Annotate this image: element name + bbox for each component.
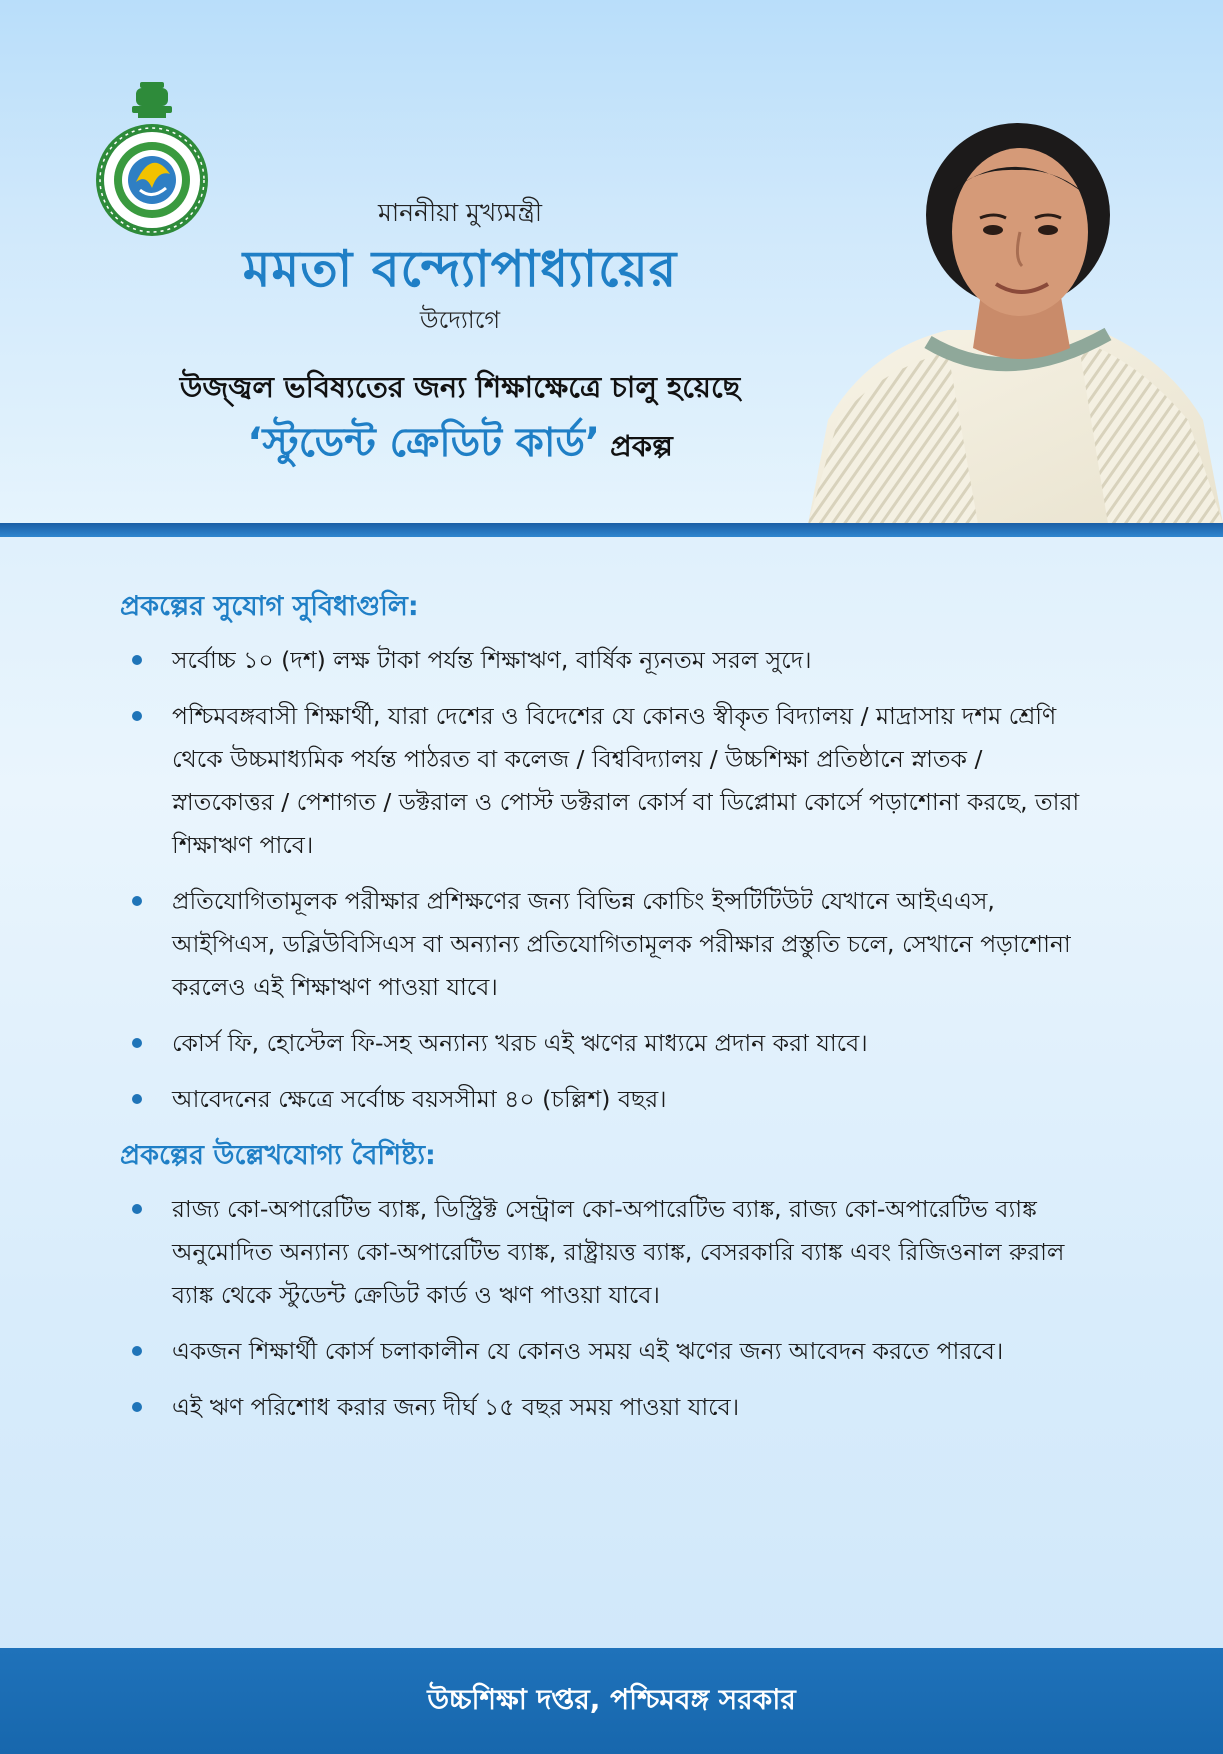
list-item: এই ঋণ পরিশোধ করার জন্য দীর্ঘ ১৫ বছর সময় পাওয়া যাবে।: [120, 1386, 1080, 1429]
content-area: [120, 585, 1080, 1442]
list-item: সর্বোচ্চ ১০ (দশ) লক্ষ টাকা পর্যন্ত শিক্ষাঋণ, বার্ষিক ন্যূনতম সরল সুদে।: [120, 639, 1080, 682]
scheme-suffix: প্রকল্প: [610, 429, 673, 463]
bullet-dot-icon: [132, 1094, 142, 1104]
bullet-dot-icon: [132, 1038, 142, 1048]
header-banner: [0, 0, 1223, 528]
list-item: রাজ্য কো-অপারেটিভ ব্যাঙ্ক, ডিস্ট্রিক্ট সেন্ট্রাল কো-অপারেটিভ ব্যাঙ্ক, রাজ্য কো-অপারেটিভ ব্যাঙ্ক অনুমোদিত অন্যান্য কো-অপারেটিভ ব্যাঙ্ক, রাষ্ট্রায়ত্ত ব্যাঙ্ক, বেসরকারি ব্যাঙ্ক এবং রিজিওনাল রুরাল ব্যাঙ্ক থেকে স্টুডেন্ট ক্রেডিট কার্ড ও ঋণ পাওয়া যাবে।: [120, 1188, 1080, 1317]
list-item: পশ্চিমবঙ্গবাসী শিক্ষার্থী, যারা দেশের ও বিদেশের যে কোনও স্বীকৃত বিদ্যালয় / মাদ্রাসায় দশম শ্রেণি থেকে উচ্চমাধ্যমিক পর্যন্ত পাঠরত বা কলেজ / বিশ্ববিদ্যালয় / উচ্চশিক্ষা প্রতিষ্ঠানে স্নাতক / স্নাতকোত্তর / পেশাগত / ডক্টরাল ও পোস্ট ডক্টরাল কোর্স বা ডিপ্লোমা কোর্সে পড়াশোনা করছে, তারা শিক্ষাঋণ পাবে।: [120, 695, 1080, 867]
features-title: প্রকল্পের উল্লেখযোগ্য বৈশিষ্ট্য:: [120, 1140, 436, 1171]
chief-minister-portrait-image: [808, 120, 1223, 524]
bullet-dot-icon: [132, 896, 142, 906]
headline-line1: উজ্জ্বল ভবিষ্যতের জন্য শিক্ষাক্ষেত্রে চালু হয়েছে: [179, 370, 741, 404]
bullet-dot-icon: [132, 1402, 142, 1412]
benefits-list: [120, 639, 1080, 1121]
bullet-dot-icon: [132, 1346, 142, 1356]
list-item: প্রতিযোগিতামূলক পরীক্ষার প্রশিক্ষণের জন্য বিভিন্ন কোচিং ইন্সটিটিউট যেখানে আইএএস, আইপিএস, ডব্লিউবিসিএস বা অন্যান্য প্রতিযোগিতামূলক পরীক্ষার প্রস্তুতি চলে, সেখানে পড়াশোনা করলেও এই শিক্ষাঋণ পাওয়া যাবে।: [120, 880, 1080, 1009]
header-divider: [0, 523, 1223, 537]
initiative-label: উদ্যোগে: [419, 306, 501, 334]
pre-title: মাননীয়া মুখ্যমন্ত্রী: [378, 198, 542, 227]
list-item: আবেদনের ক্ষেত্রে সর্বোচ্চ বয়সসীমা ৪০ (চল্লিশ) বছর।: [120, 1078, 1080, 1121]
cm-name-title: মমতা বন্দ্যোপাধ্যায়ের: [242, 240, 678, 298]
footer-department: উচ্চশিক্ষা দপ্তর, পশ্চিমবঙ্গ সরকার: [427, 1683, 796, 1716]
list-item: একজন শিক্ষার্থী কোর্স চলাকালীন যে কোনও সময় এই ঋণের জন্য আবেদন করতে পারবে।: [120, 1330, 1080, 1373]
footer-bar: [0, 1648, 1223, 1754]
headline-line2: [120, 417, 800, 477]
bullet-dot-icon: [132, 711, 142, 721]
bullet-dot-icon: [132, 655, 142, 665]
header-text-block: [120, 195, 800, 477]
scheme-name: ‘স্টুডেন্ট ক্রেডিট কার্ড’: [247, 420, 601, 466]
bullet-dot-icon: [132, 1204, 142, 1214]
list-item: কোর্স ফি, হোস্টেল ফি-সহ অন্যান্য খরচ এই ঋণের মাধ্যমে প্রদান করা যাবে।: [120, 1022, 1080, 1065]
features-list: [120, 1188, 1080, 1429]
benefits-title: প্রকল্পের সুযোগ সুবিধাগুলি:: [120, 591, 419, 622]
